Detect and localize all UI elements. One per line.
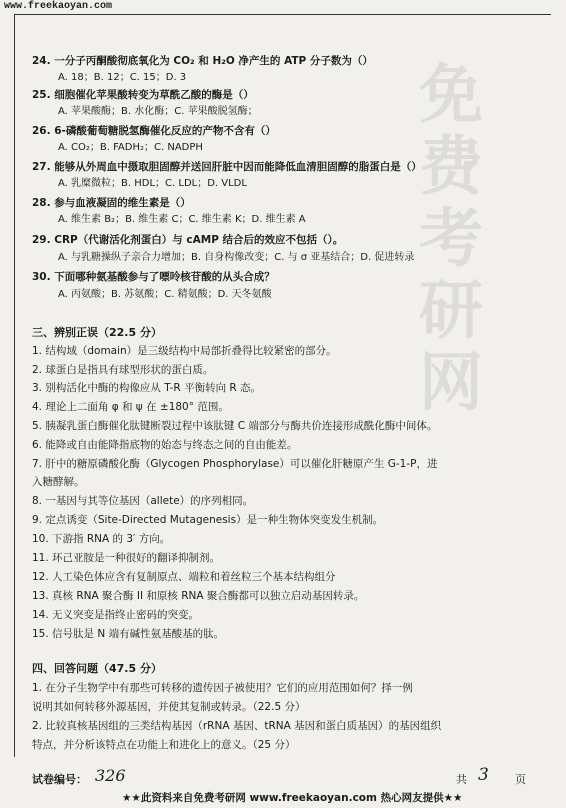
source-banner: ★★此资料来自免费考研网 www.freekaoyan.com 热心网友提供★★ [122,792,463,804]
question-26: 26. 6-磷酸葡萄糖脱氢酶催化反应的产物不含有（） [32,125,276,137]
tf-item: 入糖酵解。 [32,476,85,488]
tf-item: 2. 球蛋白是指具有球型形状的蛋白质。 [32,364,214,376]
qa-item: 特点，并分析该特点在功能上和进化上的意义。（25 分） [32,739,296,751]
question-25: 25. 细胞催化苹果酸转变为草酰乙酸的酶是（） [32,89,254,101]
question-28: 28. 参与血液凝固的维生素是（） [32,197,191,209]
tf-item: 9. 定点诱变（Site-Directed Mutagenesis）是一种生物体突变发生机制。 [32,514,384,526]
section-3-title: 三、辨别正误（22.5 分） [32,326,162,339]
watermark: 免费考研网 [408,60,483,420]
options-28: A. 维生素 B₂；B. 维生素 C；C. 维生素 K；D. 维生素 A [58,214,306,225]
question-30: 30. 下面哪种氨基酸参与了嘌呤核苷酸的从头合成？ [32,271,275,283]
options-30: A. 丙氨酸；B. 苏氨酸；C. 精氨酸；D. 天冬氨酸 [58,289,272,300]
tf-item: 1. 结构域（domain）是三级结构中局部折叠得比较紧密的部分。 [32,345,337,357]
page-label: 页 [515,773,526,786]
question-24: 24. 一分子丙酮酸彻底氧化为 CO₂ 和 H₂O 净产生的 ATP 分子数为（） [32,55,373,67]
options-24: A. 18；B. 12；C. 15；D. 3 [58,72,187,83]
tf-item: 10. 下游指 RNA 的 3′ 方向。 [32,533,171,545]
qa-item: 1. 在分子生物学中有那些可转移的遗传因子被使用？它们的应用范围如何？择一例 [32,682,413,694]
options-27: A. 乳糜微粒；B. HDL；C. LDL；D. VLDL [58,178,247,189]
site-url: www.freekaoyan.com [4,1,113,12]
qa-item: 说明其如何转移外源基因，并使其复制或转录。（22.5 分） [32,701,306,713]
qa-item: 2. 比较真核基因组的三类结构基因（rRNA 基因、tRNA 基因和蛋白质基因）的基因组织 [32,720,442,732]
exam-number: 326 [95,766,126,785]
tf-item: 12. 人工染色体应含有复制原点、端粒和着丝粒三个基本结构组分 [32,571,336,583]
question-29: 29. CRP（代谢活化剂蛋白）与 cAMP 结合后的效应不包括（）。 [32,234,344,246]
options-25: A. 苹果酸酶；B. 水化酶；C. 苹果酸脱氢酶； [58,106,258,117]
question-27: 27. 能够从外周血中摄取胆固醇并送回肝脏中因而能降低血清胆固醇的脂蛋白是（） [32,161,422,173]
tf-item: 6. 能降或自由能降指底物的始态与终态之间的自由能差。 [32,439,298,451]
total-label: 共 [456,773,467,786]
options-29: A. 与乳糖操纵子亲合力增加；B. 自身构像改变；C. 与 σ 亚基结合；D. 促进转录 [58,252,415,263]
tf-item: 15. 信号肽是 N 端有碱性氨基酸基的肽。 [32,628,225,640]
tf-item: 7. 肝中的糖原磷酸化酶（Glycogen Phosphorylase）可以催化肝糖原产生 G-1-P，进 [32,458,438,470]
tf-item: 3. 别构活化中酶的构像应从 T-R 平衡转向 R 态。 [32,382,262,394]
tf-item: 14. 无义突变是指终止密码的突变。 [32,609,200,621]
tf-item: 11. 环己亚胺是一种很好的翻译抑制剂。 [32,552,221,564]
tf-item: 8. 一基因与其等位基因（allete）的序列相同。 [32,495,254,507]
tf-item: 13. 真核 RNA 聚合酶 II 和原核 RNA 聚合酶都可以独立启动基因转录。 [32,590,365,602]
options-26: A. CO₂；B. FADH₂；C. NADPH [58,142,203,153]
tf-item: 4. 理论上二面角 φ 和 ψ 在 ±180° 范围。 [32,401,229,413]
section-4-title: 四、回答问题（47.5 分） [32,662,162,675]
total-pages: 3 [478,765,489,785]
exam-number-label: 试卷编号： [32,773,87,786]
tf-item: 5. 胰凝乳蛋白酶催化肽键断裂过程中该肽键 C 端部分与酶共价连接形成酰化酶中间体。 [32,420,438,432]
